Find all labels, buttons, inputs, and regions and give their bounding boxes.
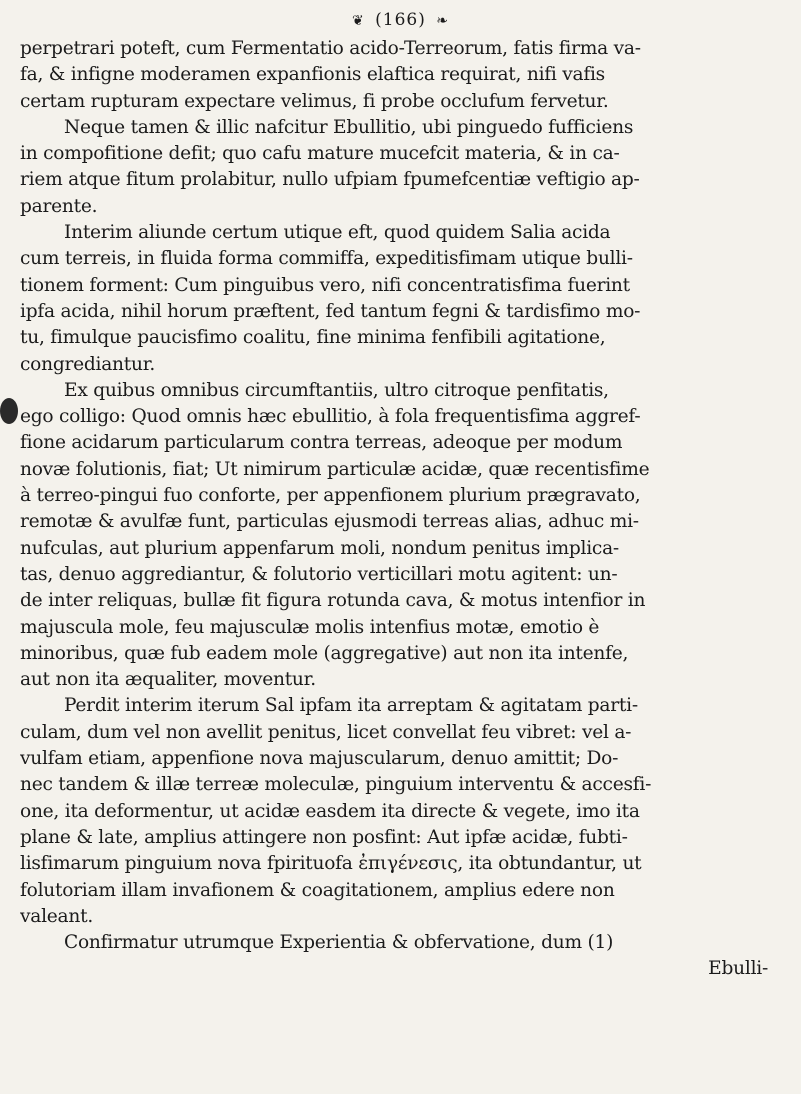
- text-line: one, ita deformentur, ut acidæ easdem ita directe & vegete, imo ita: [20, 800, 640, 822]
- ink-blot: [0, 398, 18, 424]
- text-line: fa, & infigne moderamen expanfionis elaftica requirat, nifi vafis: [20, 64, 605, 86]
- text-line: perpetrari poteft, cum Fermentatio acido-Terreorum, fatis firma va-: [20, 38, 641, 59]
- ornament-left-icon: ❦: [352, 13, 365, 29]
- text-line: Perdit interim iterum Sal ipfam ita arreptam & agitatam parti-: [64, 695, 638, 717]
- text-line: lisfimarum pinguium nova fpirituofa ἐπιγένεσις, ita obtundantur, ut: [20, 853, 642, 875]
- text-line: ego colligo: Quod omnis hæc ebullitio, à fola frequentisfima aggref-: [20, 406, 641, 428]
- text-line: de inter reliquas, bullæ fit figura rotunda cava, & motus intenfior in: [20, 590, 646, 612]
- text-line: nec tandem & illæ terreæ moleculæ, pinguium interventu & accesfi-: [20, 774, 652, 796]
- text-line: tu, fimulque paucisfimo coalitu, fine minima fenfibili agitatione,: [20, 327, 606, 349]
- text-line: majuscula mole, feu majusculæ molis intenfius motæ, emotio è: [20, 616, 600, 638]
- text-line: minoribus, quæ fub eadem mole (aggregative) aut non ita intenfe,: [20, 642, 629, 664]
- text-line: Confirmatur utrumque Experientia & obfervatione, dum (1): [64, 932, 614, 954]
- text-line: aut non ita æqualiter, moventur.: [20, 669, 316, 691]
- text-line: plane & late, amplius attingere non posfint: Aut ipfæ acidæ, fubti-: [20, 826, 628, 848]
- text-line: certam rupturam expectare velimus, fi probe occlufum fervetur.: [20, 90, 609, 112]
- text-line: tas, denuo aggrediantur, & folutorio verticillari motu agitent: un-: [20, 563, 618, 585]
- text-line: Neque tamen & illic nafcitur Ebullitio, ubi pinguedo fufficiens: [64, 116, 634, 138]
- text-line: ipfa acida, nihil horum præftent, fed tantum fegni & tardisfimo mo-: [20, 300, 641, 322]
- text-line: tionem forment: Cum pinguibus vero, nifi concentratisfima fuerint: [20, 274, 630, 296]
- text-line: culam, dum vel non avellit penitus, licet convellat feu vibret: vel a-: [20, 721, 632, 743]
- text-line: novæ folutionis, fiat; Ut nimirum particulæ acidæ, quæ recentisfime: [20, 458, 650, 480]
- body-text: [20, 36, 790, 983]
- text-line: parente.: [20, 195, 98, 217]
- text-line: à terreo-pingui fuo conforte, per appenfionem plurium prægravato,: [20, 485, 641, 507]
- text-line: fione acidarum particularum contra terreas, adeoque per modum: [20, 432, 623, 454]
- text-line: valeant.: [20, 905, 93, 927]
- text-line: remotæ & avulfæ funt, particulas ejusmodi terreas alias, adhuc mi-: [20, 511, 639, 533]
- catchword: Ebulli-: [708, 958, 768, 980]
- text-line: vulfam etiam, appenfione nova majuscularum, denuo amittit; Do-: [20, 748, 619, 770]
- ornament-right-icon: ❧: [436, 13, 449, 29]
- page-number: (166): [375, 10, 426, 30]
- text-line: Interim aliunde certum utique eft, quod quidem Salia acida: [64, 222, 611, 244]
- text-line: Ex quibus omnibus circumftantiis, ultro citroque penfitatis,: [64, 379, 609, 401]
- text-line: in compofitione defit; quo cafu mature mucefcit materia, & in ca-: [20, 143, 620, 165]
- text-line: folutoriam illam invafionem & coagitationem, amplius edere non: [20, 879, 615, 901]
- page-header: [0, 10, 801, 30]
- text-line: congrediantur.: [20, 353, 155, 375]
- text-line: riem atque fitum prolabitur, nullo ufpiam fpumefcentiæ veftigio ap-: [20, 169, 640, 191]
- text-line: cum terreis, in fluida forma commiffa, expeditisfimam utique bulli-: [20, 248, 633, 270]
- text-line: nufculas, aut plurium appenfarum moli, nondum penitus implica-: [20, 537, 619, 559]
